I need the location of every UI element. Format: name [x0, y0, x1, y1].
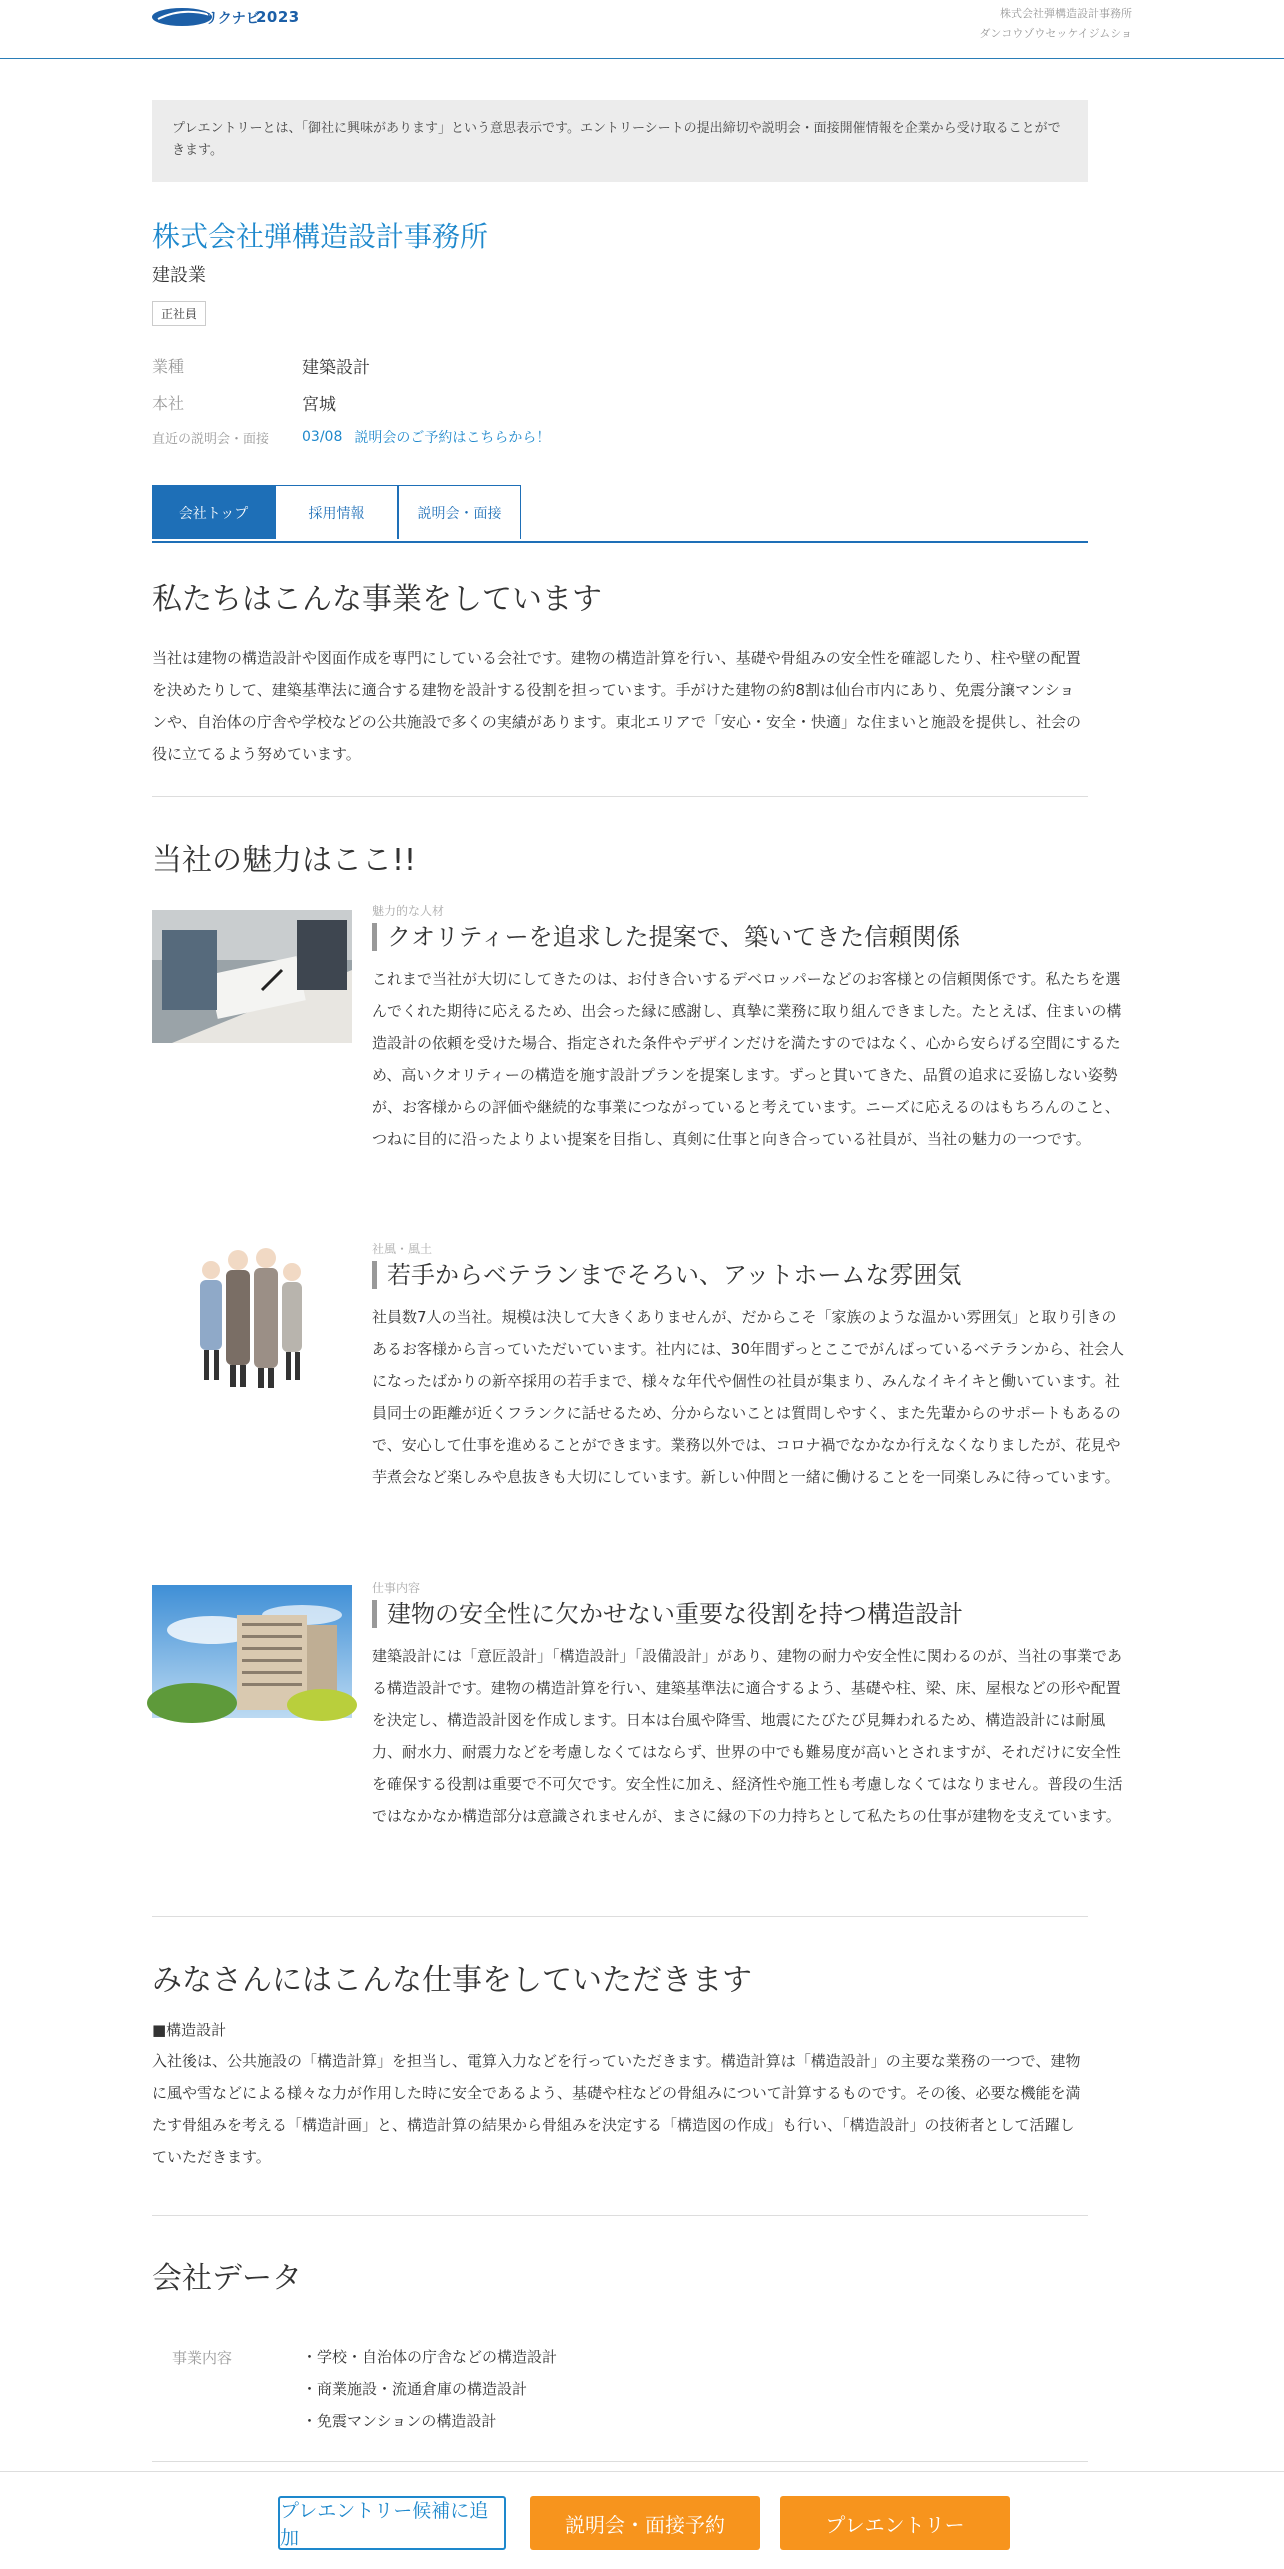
preentry-button[interactable]: プレエントリー: [780, 2496, 1010, 2550]
appeal-body: 社員数7人の当社。規模は決して大きくありませんが、だからこそ「家族のような温かい雰囲気」と取り引きのあるお客様から言っていただいています。社内には、30年間ずっとここでがんばっているベテランから、社会人になったばかりの新卒採用の若手まで、様々な年代や個性の社員が集まり、みんなイキイキと働いています。社員同士の距離が近くフランクに話せるため、分からないことは質問しやすく、また先輩からのサポートもあるので、安心して仕事を進めることができます。業務以外では、コロナ禍でなかなか行えなくなりましたが、花見や芋煮会など楽しみや息抜きも大切にしています。新しい仲間と一緒に働けることを一同楽しみに待っています。: [372, 1308, 1124, 1486]
add-preentry-candidate-button[interactable]: プレエントリー候補に追加: [278, 2496, 506, 2550]
site-header: [0, 0, 1284, 59]
company-industry: 建設業: [152, 265, 206, 286]
work-text: 入社後は、公共施設の「構造計算」を担当し、電算入力などを行っていただきます。構造計算は「構造設計」の主要な業務の一つで、建物に風や雪などによる様々な力が作用した時に安全であるよう、基礎や柱などの骨組みについて計算するものです。その後、必要な機能を満たす骨組みを考える「構造計画」と、構造計算の結果から骨組みを決定する「構造図の作成」も行い、「構造設計」の技術者として活躍していただきます。: [152, 2052, 1081, 2166]
info-value: 建築設計: [302, 358, 370, 378]
header-company: [979, 4, 1132, 44]
appeal-label: 仕事内容: [372, 1581, 421, 1595]
work-heading: みなさんにはこんな仕事をしていただきます: [152, 1963, 752, 1998]
appeal-title: クオリティーを追求した提案で、築いてきた信頼関係: [372, 923, 960, 951]
header-company-name: 株式会社弾構造設計事務所: [1000, 7, 1132, 20]
divider: [152, 796, 1088, 797]
rikunabi-logo-icon: [152, 5, 260, 29]
svg-text:リクナビ: リクナビ: [204, 11, 260, 27]
appeal-title: 建物の安全性に欠かせない重要な役割を持つ構造設計: [372, 1600, 963, 1628]
company-data-heading: 会社データ: [152, 2261, 302, 2296]
info-row-industry: [152, 353, 370, 378]
appeal-title: 若手からベテランまでそろい、アットホームな雰囲気: [372, 1261, 961, 1289]
list-item: ・学校・自治体の庁舎などの構造設計: [302, 2348, 558, 2366]
business-text: 当社は建物の構造設計や図面作成を専門にしている会社です。建物の構造計算を行い、基礎や骨組みの安全性を確認したり、柱や壁の配置を決めたりして、建築基準法に適合する建物を設計する役割を担っています。手がけた建物の約8割は仙台市内にあり、免震分譲マンションや、自治体の庁舎や学校などの公共施設で多くの実績があります。東北エリアで「安心・安全・快適」な住まいと施設を提供し、社会の役に立てるよう努めています。: [152, 649, 1081, 763]
work-subhead: ■構造設計: [152, 2021, 227, 2039]
info-value: 宮城: [302, 395, 336, 415]
staff-illustration: [152, 1240, 352, 1395]
building-photo: [152, 1585, 352, 1718]
tab-recruit-info[interactable]: 採用情報: [275, 485, 398, 539]
logo-year: 2023: [256, 8, 300, 26]
appeal-body: これまで当社が大切にしてきたのは、お付き合いするデベロッパーなどのお客様との信頼関係です。私たちを選んでくれた期待に応えるため、出会った縁に感謝し、真摯に業務に取り組んできました。たとえば、住まいの構造設計の依頼を受けた場合、指定された条件やデザインだけを満たすのではなく、心から安らげる空間にするため、高いクオリティーの構造を施す設計プランを提案します。ずっと貫いてきた、品質の追求に妥協しない姿勢が、お客様からの評価や継続的な事業につながっていると考えています。ニーズに応えるのはもちろんのこと、つねに目的に沿ったよりよい提案を目指し、真剣に仕事と向き合っている社員が、当社の魅力の一つです。: [372, 970, 1122, 1148]
info-row-hq: [152, 390, 336, 415]
info-label: 業種: [152, 357, 185, 376]
info-label: 本社: [152, 394, 185, 413]
seminar-reserve-button[interactable]: 説明会・面接予約: [530, 2496, 760, 2550]
data-label-business: 事業内容: [172, 2349, 233, 2367]
company-name: 株式会社弾構造設計事務所: [152, 220, 489, 253]
bottom-action-bar: [0, 2471, 1284, 2569]
seminar-reserve-link[interactable]: 説明会のご予約はこちらから！: [354, 430, 551, 446]
appeal-label: 魅力的な人材: [372, 904, 445, 918]
info-label: 直近の説明会・面接: [152, 431, 270, 447]
rikunabi-logo[interactable]: [152, 4, 300, 30]
employment-tag: 正社員: [152, 301, 206, 326]
appeal-label: 社風・風土: [372, 1242, 433, 1256]
business-heading: 私たちはこんな事業をしています: [152, 582, 602, 617]
appeal-heading: 当社の魅力はここ!!: [152, 843, 417, 878]
preentry-notice: プレエントリーとは、「御社に興味があります」という意思表示です。エントリーシートの提出締切や説明会・面接開催情報を企業から受け取ることができます。: [152, 100, 1088, 182]
company-tabs: [152, 485, 1088, 543]
seminar-date: 03/08: [302, 429, 343, 445]
appeal-body: 建築設計には「意匠設計」「構造設計」「設備設計」があり、建物の耐力や安全性に関わるのが、当社の事業である構造設計です。建物の構造計算を行い、建築基準法に適合するよう、基礎や柱、梁、床、屋根などの形や配置を決定し、構造設計図を作成します。日本は台風や降雪、地震にたびたび見舞われるため、構造設計には耐風力、耐水力、耐震力などを考慮しなくてはならず、世界の中でも難易度が高いとされますが、それだけに安全性を確保する役割は重要で不可欠です。安全性に加え、経済性や施工性も考慮しなくてはなりません。普段の生活ではなかなか構造部分は意識されませんが、まさに縁の下の力持ちとして私たちの仕事が建物を支えています。: [372, 1647, 1123, 1825]
design-meeting-photo: [152, 910, 352, 1043]
tab-seminar[interactable]: 説明会・面接: [398, 485, 521, 539]
divider: [152, 2461, 1088, 2462]
business-list: [302, 2341, 557, 2437]
list-item: ・商業施設・流通倉庫の構造設計: [302, 2380, 528, 2398]
tab-company-top[interactable]: 会社トップ: [152, 485, 275, 539]
divider: [152, 1916, 1088, 1917]
list-item: ・免震マンションの構造設計: [302, 2412, 497, 2430]
header-company-kana: ダンコウゾウセッケイジムショ: [979, 27, 1132, 40]
info-row-seminar: [152, 427, 550, 447]
divider: [152, 2215, 1088, 2216]
